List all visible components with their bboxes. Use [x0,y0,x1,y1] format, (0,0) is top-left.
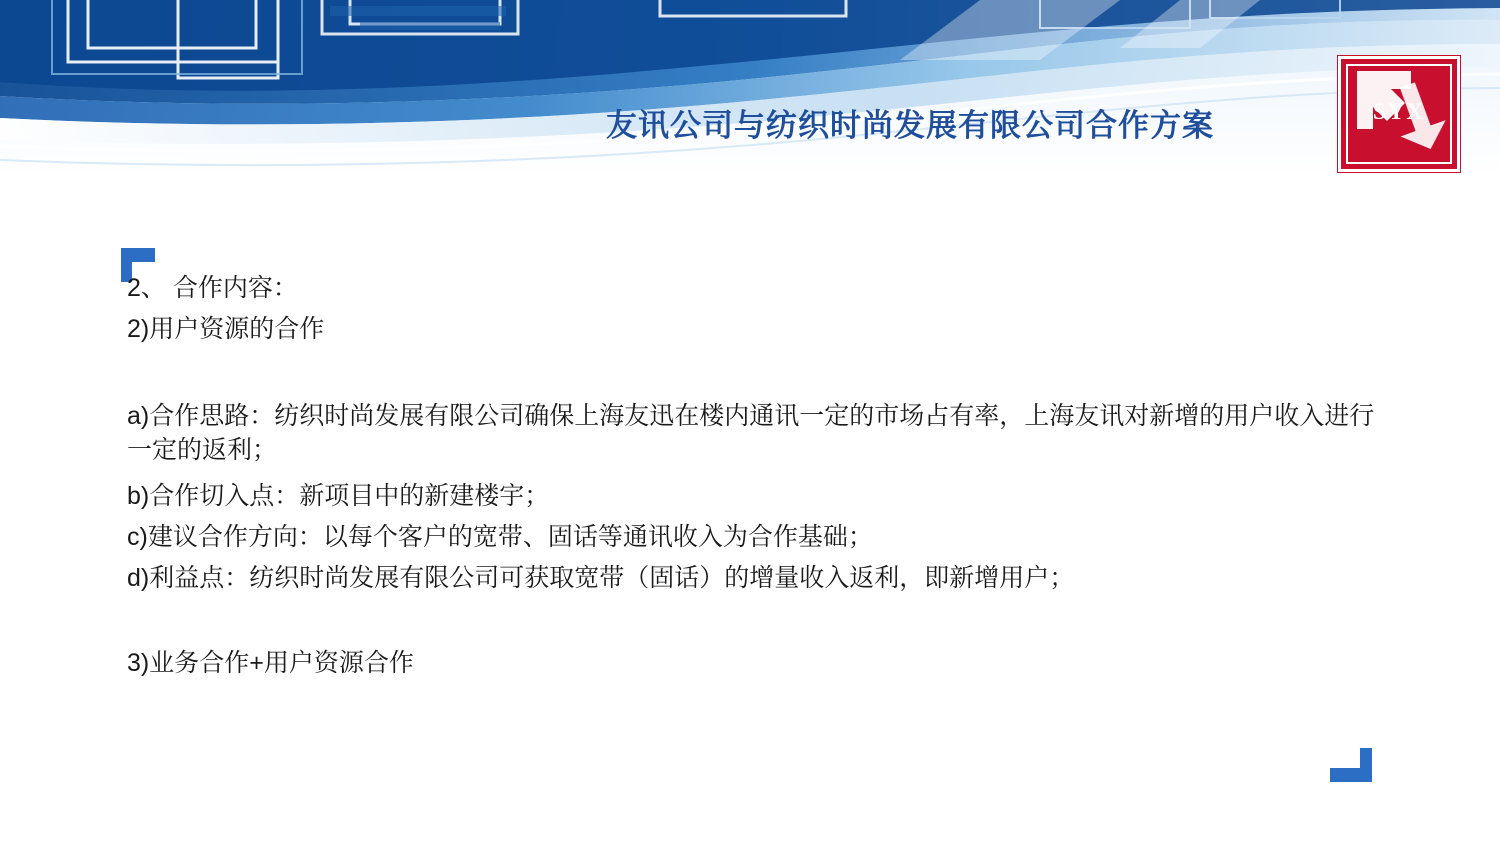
list-item: c)建议合作方向：以每个客户的宽带、固话等通讯收入为合作基础； [127,522,873,551]
page-title: 友讯公司与纺织时尚发展有限公司合作方案 [606,108,1214,143]
slide-body [127,276,1417,676]
header-banner [0,0,1500,175]
body-subheading: 2)用户资源的合作 [127,315,325,343]
corner-mark-bottom-right [1330,748,1372,782]
body-heading: 2、 合作内容： [127,274,298,302]
list-item: d)利益点：纺织时尚发展有限公司可获取宽带（固话）的增量收入返利，即新增用户； [127,563,1075,592]
list-item: a)合作思路：纺织时尚发展有限公司确保上海友迅在楼内通讯一定的市场占有率，上海友讯对新增的用户收入进行一定的返利； [127,402,1375,464]
company-logo [1338,56,1460,172]
body-footer: 3)业务合作+用户资源合作 [127,648,414,677]
list-item: b)合作切入点：新项目中的新建楼宇； [127,481,550,510]
logo-text: SYX [1372,99,1425,124]
header-graphic [0,0,1500,175]
